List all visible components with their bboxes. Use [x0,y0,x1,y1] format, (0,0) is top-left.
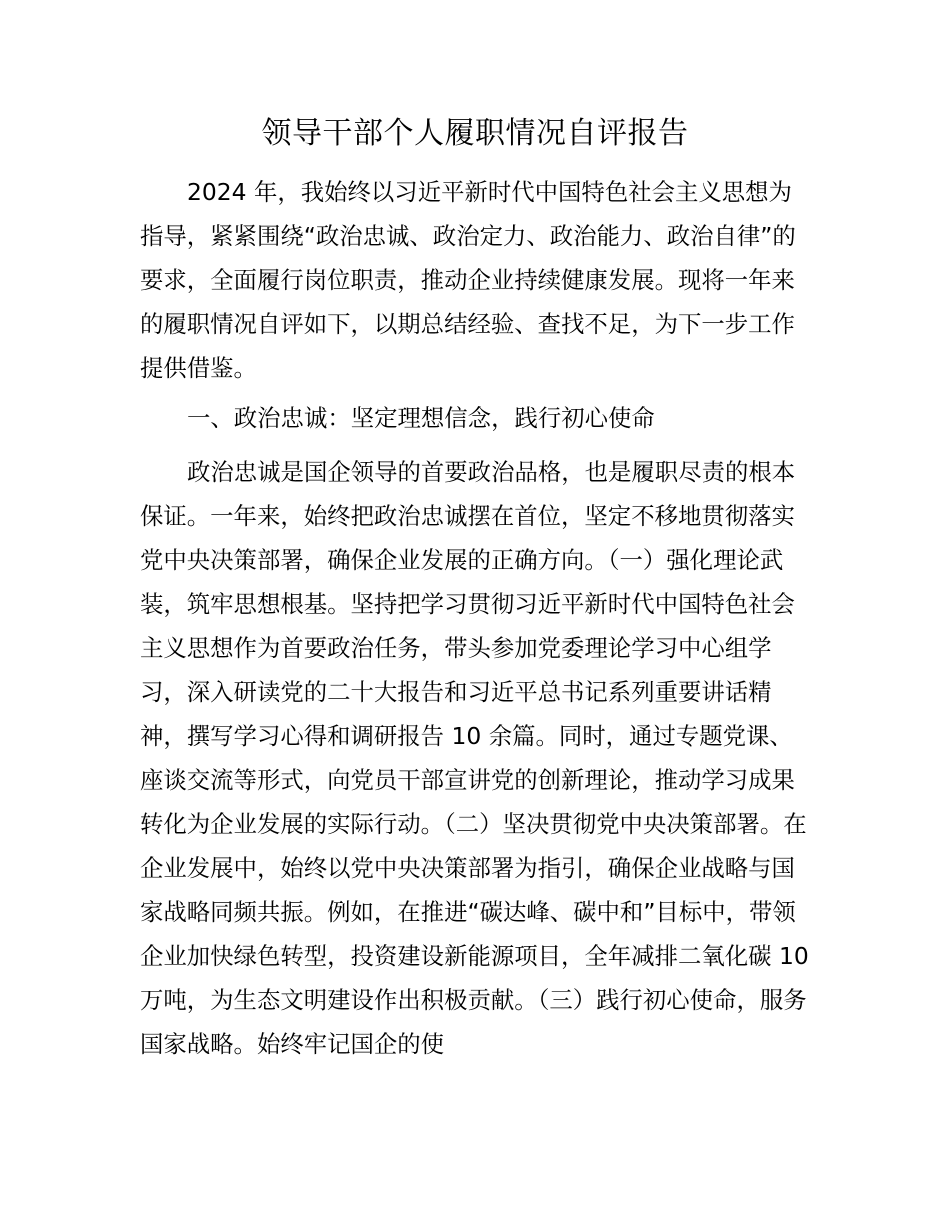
document-title: 领导干部个人履职情况自评报告 [261,116,689,151]
body-paragraph: 政治忠诚是国企领导的首要政治品格，也是履职尽责的根本保证。一年来，始终把政治忠诚摆在首位，坚定不移地贯彻落实党中央决策部署，确保企业发展的正确方向。（一）强化理论武装，筑牢思想根基。坚持把学习贯彻习近平新时代中国特色社会主义思想作为首要政治任务，带头参加党委理论学习中心组学习，深入研读党的二十大报告和习近平总书记系列重要讲话精神，撰写学习心得和调研报告 10 余篇。同时，通过专题党课、座谈交流等形式，向党员干部宣讲党的创新理论，推动学习成果转化为企业发展的实际行动。（二）坚决贯彻党中央决策部署。在企业发展中，始终以党中央决策部署为指引，确保企业战略与国家战略同频共振。例如，在推进“碳达峰、碳中和”目标中，带领企业加快绿色转型，投资建设新能源项目，全年减排二氧化碳 10 万吨，为生态文明建设作出积极贡献。（三）践行初心使命，服务国家战略。始终牢记国企的使 [140,458,809,1058]
intro-paragraph: 2024 年，我始终以习近平新时代中国特色社会主义思想为指导，紧紧围绕“政治忠诚、政治定力、政治能力、政治自律”的要求，全面履行岗位职责，推动企业持续健康发展。现将一年来的履职情况自评如下，以期总结经验、查找不足，为下一步工作提供借鉴。 [140,178,796,382]
section-heading: 一、政治忠诚：坚定理想信念，践行初心使命 [187,404,655,432]
